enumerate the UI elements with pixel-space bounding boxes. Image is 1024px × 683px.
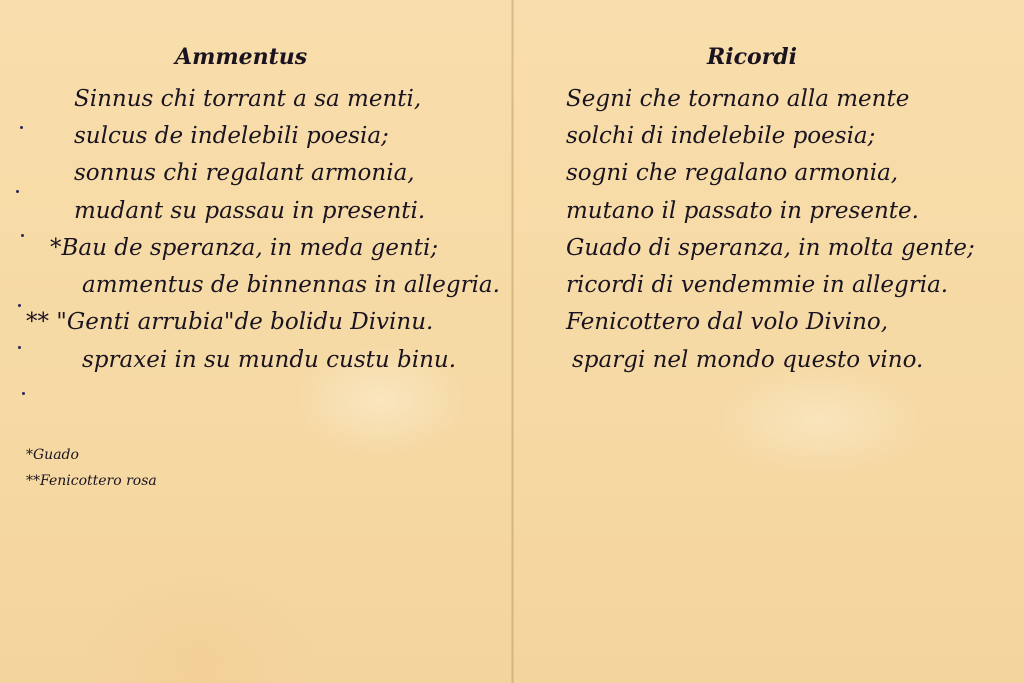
right-poem-line: solchi di indelebile poesia;	[566, 123, 876, 149]
left-poem-line: *Bau de speranza, in meda genti;	[50, 235, 439, 261]
left-poem-line: spraxei in su mundu custu binu.	[82, 347, 457, 373]
left-poem-line: sulcus de indelebili poesia;	[74, 123, 389, 149]
ink-speck	[18, 304, 21, 307]
right-poem-line: ricordi di vendemmie in allegria.	[566, 272, 949, 298]
ink-speck	[18, 346, 21, 349]
right-poem-line: mutano il passato in presente.	[566, 198, 919, 224]
ink-speck	[16, 190, 19, 193]
right-poem-line: Fenicottero dal volo Divino,	[566, 309, 889, 335]
right-poem-line: sogni che regalano armonia,	[566, 160, 899, 186]
footnote-guado: *Guado	[26, 447, 79, 463]
left-poem-title: Ammentus	[175, 44, 308, 70]
left-poem-line: mudant su passau in presenti.	[74, 198, 426, 224]
footnote-fenicottero: **Fenicottero rosa	[26, 473, 157, 489]
left-poem-line: sonnus chi regalant armonia,	[74, 160, 415, 186]
right-poem-line: spargi nel mondo questo vino.	[572, 347, 924, 373]
right-poem-line: Guado di speranza, in molta gente;	[566, 235, 975, 261]
center-fold	[511, 0, 514, 683]
right-poem-title: Ricordi	[707, 44, 798, 70]
ink-speck	[21, 234, 24, 237]
ink-speck	[22, 392, 25, 395]
left-poem-line: ammentus de binnennas in allegria.	[82, 272, 500, 298]
right-poem-line: Segni che tornano alla mente	[566, 86, 910, 112]
ink-speck	[20, 126, 23, 129]
left-poem-line: ** "Genti arrubia"de bolidu Divinu.	[26, 309, 434, 335]
left-poem-line: Sinnus chi torrant a sa menti,	[74, 86, 422, 112]
